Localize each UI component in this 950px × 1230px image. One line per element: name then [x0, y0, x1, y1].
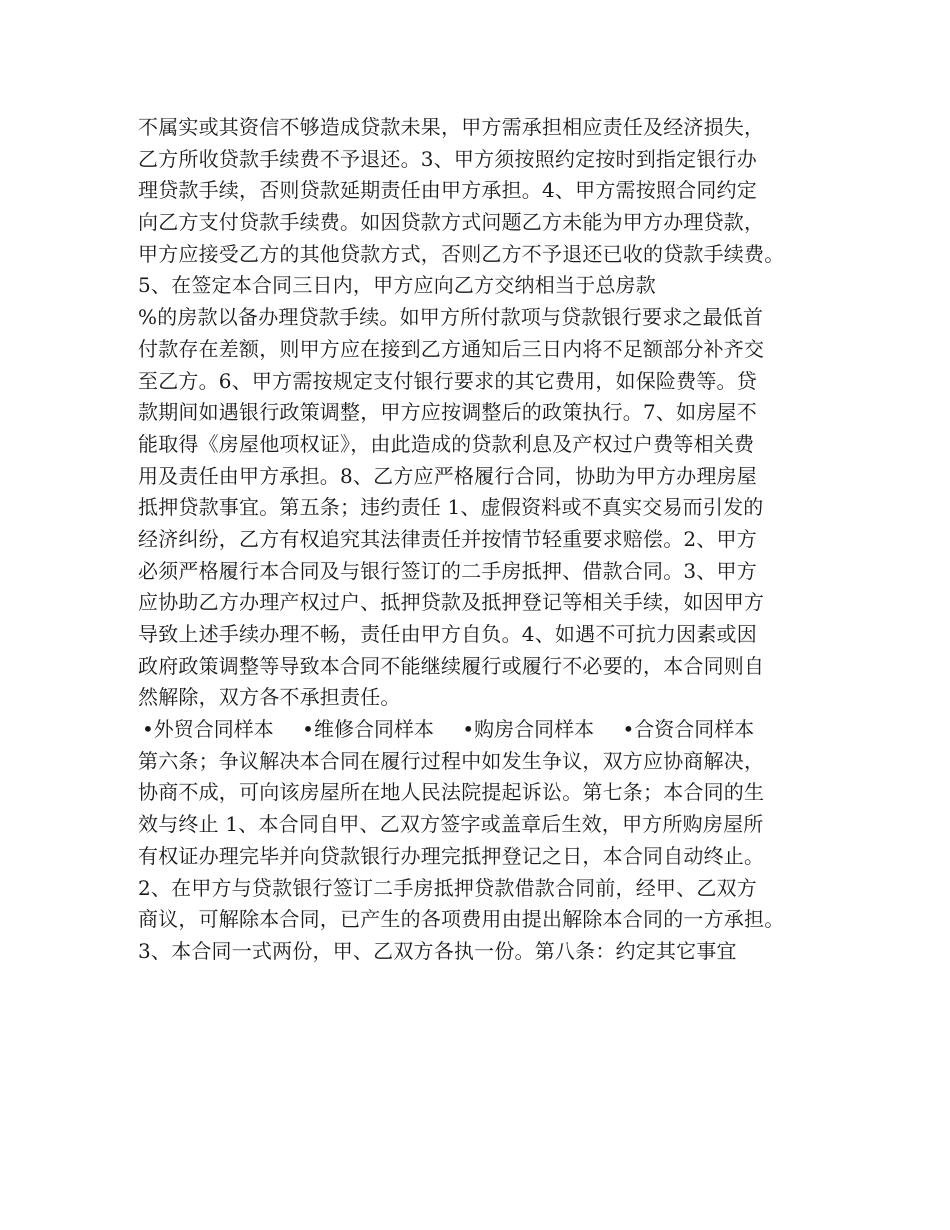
- text-line: %的房款以备办理贷款手续。如甲方所付款项与贷款银行要求之最低首: [138, 305, 764, 330]
- text-line: 效与终止 1、本合同自甲、乙双方签字或盖章后生效，甲方所购房屋所: [138, 812, 764, 837]
- text-line: 第六条；争议解决本合同在履行过程中如发生争议，双方应协商解决，: [138, 748, 765, 773]
- related-links: [138, 714, 838, 746]
- text-line: 3、本合同一式两份，甲、乙双方各执一份。第八条：约定其它事宜: [138, 938, 737, 963]
- text-line: 应协助乙方办理产权过户、抵押贷款及抵押登记等相关手续，如因甲方: [138, 590, 765, 615]
- text-line: 付款存在差额，则甲方应在接到乙方通知后三日内将不足额部分补齐交: [138, 336, 765, 361]
- text-line: 至乙方。6、甲方需按规定支付银行要求的其它费用，如保险费等。贷: [138, 368, 757, 393]
- text-line: 协商不成，可向该房屋所在地人民法院提起诉讼。第七条；本合同的生: [138, 780, 765, 805]
- related-link-house-purchase-contract[interactable]: •购房合同样本: [462, 717, 595, 742]
- text-line: 甲方应接受乙方的其他贷款方式，否则乙方不予退还已收的贷款手续费。: [138, 241, 785, 266]
- text-line: 商议，可解除本合同，已产生的各项费用由提出解除本合同的一方承担。: [138, 907, 785, 932]
- text-line: 能取得《房屋他项权证》，由此造成的贷款利息及产权过户费等相关费: [138, 431, 755, 456]
- text-line: 经济纠纷，乙方有权追究其法律责任并按情节轻重要求赔偿。2、甲方: [138, 526, 757, 551]
- text-line: 必须严格履行本合同及与银行签订的二手房抵押、借款合同。3、甲方: [138, 558, 757, 583]
- text-line: 然解除，双方各不承担责任。: [138, 685, 401, 710]
- paragraph-after: [138, 746, 838, 968]
- text-line: 用及责任由甲方承担。8、乙方应严格履行合同，协助为甲方办理房屋: [138, 463, 757, 488]
- text-line: 政府政策调整等导致本合同不能继续履行或履行不必要的，本合同则自: [138, 653, 765, 678]
- text-line: 导致上述手续办理不畅，责任由甲方自负。4、如遇不可抗力因素或因: [138, 622, 757, 646]
- related-link-repair-contract[interactable]: •维修合同样本: [302, 717, 434, 742]
- document-page: [138, 112, 838, 968]
- related-link-foreign-trade-contract[interactable]: •外贸合同样本: [142, 717, 274, 742]
- text-line: 理贷款手续，否则贷款延期责任由甲方承担。4、甲方需按照合同约定: [138, 178, 757, 203]
- text-line: 5、在签定本合同三日内，甲方应向乙方交纳相当于总房款: [138, 273, 656, 298]
- text-line: 2、在甲方与贷款银行签订二手房抵押贷款借款合同前，经甲、乙双方: [138, 875, 757, 900]
- paragraph-before: [138, 112, 838, 714]
- related-link-joint-venture-contract[interactable]: •合资合同样本: [622, 717, 755, 742]
- text-line: 向乙方支付贷款手续费。如因贷款方式问题乙方未能为甲方办理贷款，: [138, 210, 765, 235]
- text-line: 不属实或其资信不够造成贷款未果，甲方需承担相应责任及经济损失，: [138, 115, 765, 139]
- text-line: 款期间如遇银行政策调整，甲方应按调整后的政策执行。7、如房屋不: [138, 400, 757, 425]
- text-line: 乙方所收贷款手续费不予退还。3、甲方须按照约定按时到指定银行办: [138, 146, 757, 171]
- text-line: 抵押贷款事宜。第五条；违约责任 1、虚假资料或不真实交易而引发的: [138, 495, 764, 520]
- text-line: 有权证办理完毕并向贷款银行办理完抵押登记之日，本合同自动终止。: [138, 843, 765, 868]
